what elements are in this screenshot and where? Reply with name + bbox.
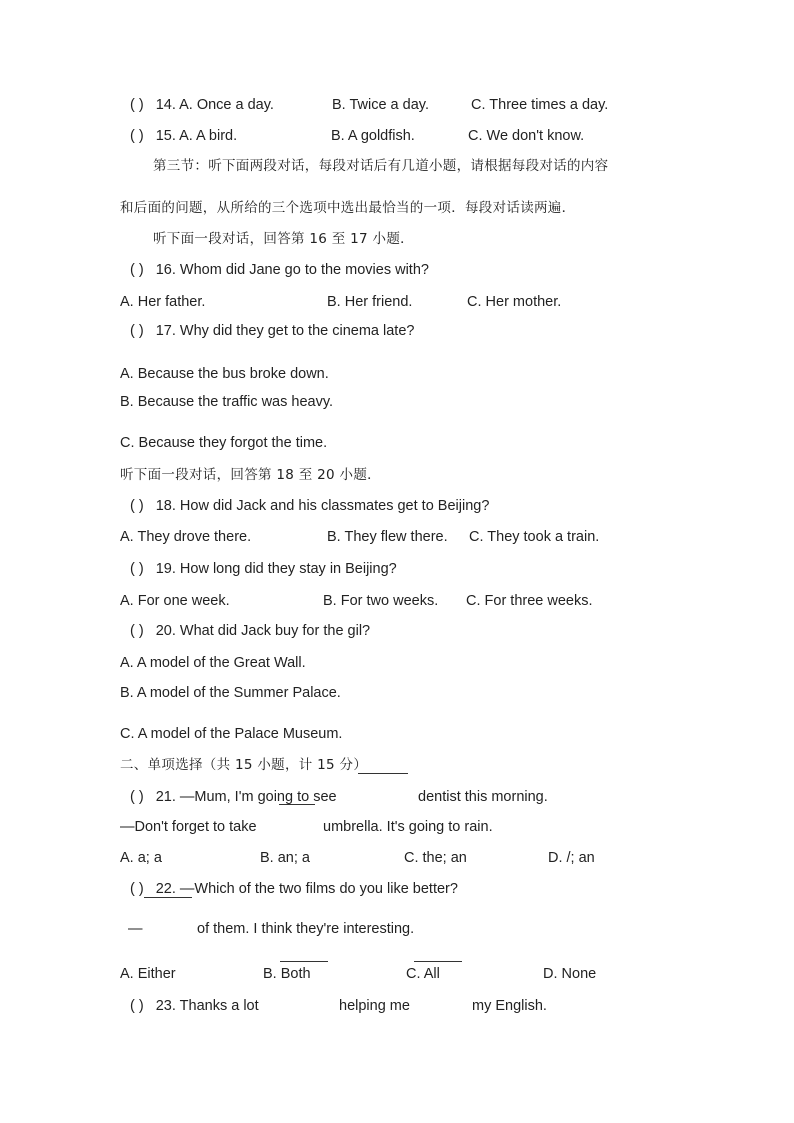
decor-underline [414,961,462,962]
question-stem: 22. —Which of the two films do you like better? [155,881,458,897]
option-c: C. For three weeks. [466,593,593,609]
option-b: B. A goldfish. [331,128,415,144]
question-14 [130,96,274,114]
option-a: A. They drove there. [120,529,252,545]
option-a: A. Because the bus broke down. [120,366,329,382]
part2-heading: 二、单项选择（共 15 小题，计 15 分） [120,757,368,773]
answer-blank: ( ) [130,97,144,113]
question-line2-cont: umbrella. It's going to rain. [323,819,493,835]
decor-underline [280,961,328,962]
option-c: C. the; an [404,850,467,866]
question-stem: 18. How did Jack and his classmates get to Beijing? [155,498,490,514]
option-b: B. Because the traffic was heavy. [120,394,334,410]
option-b: B. They flew there. [327,529,448,545]
question-stem: 17. Why did they get to the cinema late? [155,323,415,339]
option-d: D. /; an [548,850,595,866]
option-c: C. A model of the Palace Museum. [120,726,343,742]
option-a: A. Either [120,966,176,982]
option-a: A. a; a [120,850,162,866]
question-20 [130,622,370,640]
question-stem-cont: helping me [339,998,410,1014]
question-19 [130,560,397,578]
dialogue-intro-1: 听下面一段对话，回答第 16 至 17 小题． [153,231,414,247]
question-line2: —Don't forget to take [120,819,257,835]
option-c: C. Because they forgot the time. [120,435,328,451]
option-c: C. All [406,966,440,982]
answer-blank: ( ) [130,128,144,144]
question-17 [130,322,414,340]
question-stem: 20. What did Jack buy for the gil? [155,623,371,639]
option-c: C. They took a train. [469,529,600,545]
answer-blank: ( ) [130,623,144,639]
dialogue-intro-2: 听下面一段对话，回答第 18 至 20 小题． [120,467,381,483]
question-line2: of them. I think they're interesting. [197,921,415,937]
answer-underline [144,897,192,898]
question-23 [130,997,259,1015]
question-stem: 14. A. Once a day. [155,97,274,113]
question-18 [130,497,489,515]
option-d: D. None [543,966,597,982]
option-a: A. Her father. [120,294,206,310]
option-b: B. Her friend. [327,294,413,310]
going-underline [279,804,315,805]
option-c: C. We don't know. [468,128,585,144]
question-15 [130,127,237,145]
question-stem-end: my English. [472,998,547,1014]
question-line2-dash: — [128,921,143,937]
answer-blank: ( ) [130,998,144,1014]
option-a: A. For one week. [120,593,230,609]
question-stem: 15. A. A bird. [155,128,238,144]
answer-blank: ( ) [130,323,144,339]
option-a: A. A model of the Great Wall. [120,655,306,671]
heading-underline [358,773,408,774]
answer-blank: ( ) [130,561,144,577]
option-b: B. Both [263,966,311,982]
question-stem: 21. —Mum, I'm going to see [155,789,337,805]
section3-instructions-line1: 第三节：听下面两段对话，每段对话后有几道小题，请根据每段对话的内容 [153,158,609,174]
question-stem: 19. How long did they stay in Beijing? [155,561,397,577]
answer-blank: ( ) [130,881,144,897]
option-b: B. Twice a day. [332,97,429,113]
answer-blank: ( ) [130,789,144,805]
question-stem: 16. Whom did Jane go to the movies with? [155,262,429,278]
question-stem: 23. Thanks a lot [155,998,259,1014]
question-22 [130,880,458,898]
answer-blank: ( ) [130,498,144,514]
option-c: C. Her mother. [467,294,562,310]
option-b: B. an; a [260,850,310,866]
question-16 [130,261,429,279]
question-stem-cont: dentist this morning. [418,789,548,805]
option-c: C. Three times a day. [471,97,609,113]
option-b: B. A model of the Summer Palace. [120,685,341,701]
option-b: B. For two weeks. [323,593,439,609]
section3-instructions-line2: 和后面的问题，从所给的三个选项中选出最恰当的一项．每段对话读两遍． [120,200,576,216]
answer-blank: ( ) [130,262,144,278]
